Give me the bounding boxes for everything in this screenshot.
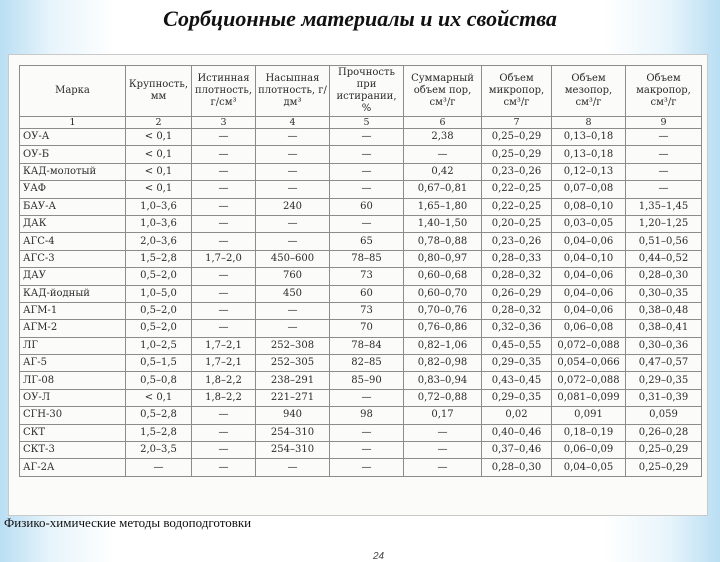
column-number: 1: [20, 117, 126, 129]
table-cell: < 0,1: [126, 146, 192, 163]
table-row: [20, 302, 702, 319]
table-cell: 60: [330, 285, 404, 302]
column-header: Насыпная плотность, г/дм³: [256, 66, 330, 117]
table-cell: 0,04–0,06: [552, 285, 626, 302]
table-cell: 78–84: [330, 337, 404, 354]
table-cell: 0,5–2,0: [126, 302, 192, 319]
table-cell: —: [330, 146, 404, 163]
table-cell: 0,60–0,68: [404, 268, 482, 285]
table-cell: 0,081–0,099: [552, 389, 626, 406]
table-cell: —: [256, 215, 330, 232]
table-cell: 0,44–0,52: [626, 250, 702, 267]
table-cell: 0,28–0,32: [482, 302, 552, 319]
brand-cell: АГС-4: [20, 233, 126, 250]
table-cell: 1,5–2,8: [126, 250, 192, 267]
table-cell: 0,23–0,26: [482, 233, 552, 250]
table-cell: 0,054–0,066: [552, 355, 626, 372]
table-row: [20, 268, 702, 285]
table-cell: 0,60–0,70: [404, 285, 482, 302]
table-cell: 0,78–0,88: [404, 233, 482, 250]
table-cell: < 0,1: [126, 181, 192, 198]
brand-cell: БАУ-А: [20, 198, 126, 215]
table-cell: —: [330, 181, 404, 198]
table-cell: 0,30–0,36: [626, 337, 702, 354]
column-number: 3: [192, 117, 256, 129]
table-cell: 0,25–0,29: [482, 146, 552, 163]
table-cell: —: [192, 198, 256, 215]
brand-cell: ЛГ-08: [20, 372, 126, 389]
table-cell: 0,38–0,41: [626, 320, 702, 337]
brand-cell: ОУ-Л: [20, 389, 126, 406]
table-cell: 0,29–0,35: [482, 389, 552, 406]
table-cell: < 0,1: [126, 129, 192, 146]
table-cell: —: [126, 459, 192, 476]
table-row: [20, 389, 702, 406]
table-cell: 0,04–0,06: [552, 268, 626, 285]
table-cell: —: [192, 146, 256, 163]
table-row: [20, 215, 702, 232]
table-cell: —: [626, 129, 702, 146]
column-header: Суммарный объем пор, см³/г: [404, 66, 482, 117]
table-cell: 0,5–0,8: [126, 372, 192, 389]
brand-cell: ОУ-Б: [20, 146, 126, 163]
column-number: 8: [552, 117, 626, 129]
table-cell: —: [192, 302, 256, 319]
table-cell: —: [330, 442, 404, 459]
column-number: 4: [256, 117, 330, 129]
table-cell: 0,091: [552, 407, 626, 424]
table-cell: —: [256, 163, 330, 180]
table-cell: 0,20–0,25: [482, 215, 552, 232]
table-row: [20, 355, 702, 372]
table-cell: —: [192, 233, 256, 250]
table-cell: —: [404, 459, 482, 476]
table-cell: 0,5–1,5: [126, 355, 192, 372]
table-cell: 0,82–0,98: [404, 355, 482, 372]
brand-cell: ДАК: [20, 215, 126, 232]
table-cell: —: [404, 442, 482, 459]
table-cell: 0,25–0,29: [482, 129, 552, 146]
table-row: [20, 337, 702, 354]
table-cell: 78–85: [330, 250, 404, 267]
table-cell: 0,22–0,25: [482, 181, 552, 198]
sorbent-properties-table: [19, 65, 702, 477]
table-cell: 0,28–0,33: [482, 250, 552, 267]
table-cell: —: [256, 181, 330, 198]
column-header: Истинная плотность, г/см³: [192, 66, 256, 117]
column-number-row: [20, 117, 702, 129]
footer-text: Физико-химические методы водоподготовки: [4, 515, 252, 530]
table-cell: 1,0–2,5: [126, 337, 192, 354]
column-header: Марка: [20, 66, 126, 117]
table-cell: —: [192, 442, 256, 459]
column-number: 5: [330, 117, 404, 129]
table-cell: 0,5–2,0: [126, 320, 192, 337]
table-cell: 0,42: [404, 163, 482, 180]
column-header: Прочность при истирании, %: [330, 66, 404, 117]
table-cell: 450: [256, 285, 330, 302]
column-number: 9: [626, 117, 702, 129]
column-number: 6: [404, 117, 482, 129]
table-cell: 0,04–0,06: [552, 233, 626, 250]
column-header: Объем мезопор, см³/г: [552, 66, 626, 117]
table-cell: 0,45–0,55: [482, 337, 552, 354]
table-cell: —: [626, 146, 702, 163]
brand-cell: АГМ-2: [20, 320, 126, 337]
table-cell: —: [256, 302, 330, 319]
table-cell: 1,7–2,1: [192, 337, 256, 354]
table-cell: 0,5–2,0: [126, 268, 192, 285]
header-row: [20, 66, 702, 117]
table-cell: 82–85: [330, 355, 404, 372]
brand-cell: АГМ-1: [20, 302, 126, 319]
table-cell: 0,28–0,32: [482, 268, 552, 285]
table-row: [20, 181, 702, 198]
table-cell: 65: [330, 233, 404, 250]
table-row: [20, 163, 702, 180]
table-cell: 0,04–0,10: [552, 250, 626, 267]
table-cell: —: [256, 233, 330, 250]
table-cell: 2,0–3,6: [126, 233, 192, 250]
brand-cell: УАФ: [20, 181, 126, 198]
table-cell: 0,67–0,81: [404, 181, 482, 198]
table-cell: 1,8–2,2: [192, 389, 256, 406]
column-header: Объем микропор, см³/г: [482, 66, 552, 117]
table-row: [20, 407, 702, 424]
table-cell: 0,70–0,76: [404, 302, 482, 319]
table-cell: 0,28–0,30: [482, 459, 552, 476]
table-cell: —: [192, 285, 256, 302]
table-cell: 1,0–3,6: [126, 215, 192, 232]
table-row: [20, 372, 702, 389]
table-cell: —: [330, 129, 404, 146]
table-cell: < 0,1: [126, 389, 192, 406]
table-cell: 0,82–1,06: [404, 337, 482, 354]
table-cell: 0,72–0,88: [404, 389, 482, 406]
table-cell: —: [192, 320, 256, 337]
table-cell: 0,23–0,26: [482, 163, 552, 180]
brand-cell: КАД-молотый: [20, 163, 126, 180]
slide-title: Сорбционные материалы и их свойства: [163, 6, 557, 31]
table-row: [20, 459, 702, 476]
table-cell: 0,83–0,94: [404, 372, 482, 389]
table-cell: 1,7–2,1: [192, 355, 256, 372]
table-cell: —: [192, 181, 256, 198]
table-cell: 238–291: [256, 372, 330, 389]
table-cell: 0,06–0,08: [552, 320, 626, 337]
table-cell: 0,072–0,088: [552, 337, 626, 354]
table-cell: 252–305: [256, 355, 330, 372]
table-cell: 221–271: [256, 389, 330, 406]
brand-cell: СКТ-3: [20, 442, 126, 459]
table-cell: —: [626, 181, 702, 198]
table-cell: —: [192, 407, 256, 424]
table-cell: 1,0–5,0: [126, 285, 192, 302]
table-cell: 0,29–0,35: [482, 355, 552, 372]
table-cell: < 0,1: [126, 163, 192, 180]
table-cell: 0,07–0,08: [552, 181, 626, 198]
table-cell: 0,40–0,46: [482, 424, 552, 441]
table-cell: —: [192, 163, 256, 180]
table-cell: 0,80–0,97: [404, 250, 482, 267]
table-cell: 0,059: [626, 407, 702, 424]
brand-cell: АГС-3: [20, 250, 126, 267]
table-cell: —: [404, 146, 482, 163]
table-cell: —: [192, 268, 256, 285]
table-cell: 73: [330, 302, 404, 319]
table-cell: 1,7–2,0: [192, 250, 256, 267]
table-row: [20, 129, 702, 146]
table-cell: —: [330, 163, 404, 180]
column-header: Крупность, мм: [126, 66, 192, 117]
table-cell: —: [330, 459, 404, 476]
table-cell: 0,26–0,29: [482, 285, 552, 302]
table-row: [20, 198, 702, 215]
table-cell: —: [404, 424, 482, 441]
table-row: [20, 285, 702, 302]
table-cell: 0,04–0,05: [552, 459, 626, 476]
table-cell: 73: [330, 268, 404, 285]
table-cell: 0,06–0,09: [552, 442, 626, 459]
table-cell: 0,29–0,35: [626, 372, 702, 389]
table-cell: 0,072–0,088: [552, 372, 626, 389]
table-cell: —: [256, 129, 330, 146]
column-number: 7: [482, 117, 552, 129]
table-cell: 940: [256, 407, 330, 424]
table-cell: 0,25–0,29: [626, 459, 702, 476]
table-cell: 0,51–0,56: [626, 233, 702, 250]
table-cell: 0,76–0,86: [404, 320, 482, 337]
table-cell: 0,37–0,46: [482, 442, 552, 459]
table-cell: 85–90: [330, 372, 404, 389]
page-number: 24: [373, 551, 385, 562]
table-row: [20, 320, 702, 337]
table-cell: 450–600: [256, 250, 330, 267]
table-cell: —: [256, 146, 330, 163]
table-cell: —: [192, 129, 256, 146]
table-cell: —: [330, 424, 404, 441]
table-cell: 252–308: [256, 337, 330, 354]
table-row: [20, 250, 702, 267]
table-cell: —: [330, 215, 404, 232]
table-cell: 1,0–3,6: [126, 198, 192, 215]
table-row: [20, 442, 702, 459]
table-cell: 0,26–0,28: [626, 424, 702, 441]
brand-cell: СКТ: [20, 424, 126, 441]
table-row: [20, 146, 702, 163]
table-cell: —: [192, 424, 256, 441]
table-cell: 0,31–0,39: [626, 389, 702, 406]
brand-cell: АГ-2А: [20, 459, 126, 476]
table-cell: 1,5–2,8: [126, 424, 192, 441]
table-cell: 0,22–0,25: [482, 198, 552, 215]
table-cell: 0,13–0,18: [552, 129, 626, 146]
table-cell: 1,65–1,80: [404, 198, 482, 215]
column-number: 2: [126, 117, 192, 129]
table-cell: 1,20–1,25: [626, 215, 702, 232]
table-cell: —: [192, 459, 256, 476]
table-cell: 2,38: [404, 129, 482, 146]
table-cell: 0,25–0,29: [626, 442, 702, 459]
column-header: Объем макропор, см³/г: [626, 66, 702, 117]
table-cell: 760: [256, 268, 330, 285]
table-cell: 1,8–2,2: [192, 372, 256, 389]
table-cell: 254–310: [256, 442, 330, 459]
table-cell: 0,08–0,10: [552, 198, 626, 215]
table-cell: 0,28–0,30: [626, 268, 702, 285]
brand-cell: КАД-йодный: [20, 285, 126, 302]
table-cell: 0,17: [404, 407, 482, 424]
brand-cell: СГН-30: [20, 407, 126, 424]
table-cell: —: [256, 459, 330, 476]
table-cell: 0,38–0,48: [626, 302, 702, 319]
table-cell: 0,04–0,06: [552, 302, 626, 319]
table-row: [20, 424, 702, 441]
brand-cell: ОУ-А: [20, 129, 126, 146]
table-cell: 1,40–1,50: [404, 215, 482, 232]
table-cell: 0,18–0,19: [552, 424, 626, 441]
table-cell: 240: [256, 198, 330, 215]
brand-cell: ЛГ: [20, 337, 126, 354]
table-cell: 1,35–1,45: [626, 198, 702, 215]
table-cell: 0,30–0,35: [626, 285, 702, 302]
table-cell: —: [626, 163, 702, 180]
table-cell: 98: [330, 407, 404, 424]
table-cell: 2,0–3,5: [126, 442, 192, 459]
table-cell: —: [330, 389, 404, 406]
table-cell: 0,13–0,18: [552, 146, 626, 163]
brand-cell: АГ-5: [20, 355, 126, 372]
table-cell: 0,03–0,05: [552, 215, 626, 232]
table-cell: 0,5–2,8: [126, 407, 192, 424]
table-cell: 0,32–0,36: [482, 320, 552, 337]
table-cell: 0,47–0,57: [626, 355, 702, 372]
table-row: [20, 233, 702, 250]
table-cell: 0,02: [482, 407, 552, 424]
table-cell: 0,12–0,13: [552, 163, 626, 180]
brand-cell: ДАУ: [20, 268, 126, 285]
table-cell: —: [256, 320, 330, 337]
table-cell: 70: [330, 320, 404, 337]
table-cell: 254–310: [256, 424, 330, 441]
table-cell: —: [192, 215, 256, 232]
table-cell: 60: [330, 198, 404, 215]
table-cell: 0,43–0,45: [482, 372, 552, 389]
